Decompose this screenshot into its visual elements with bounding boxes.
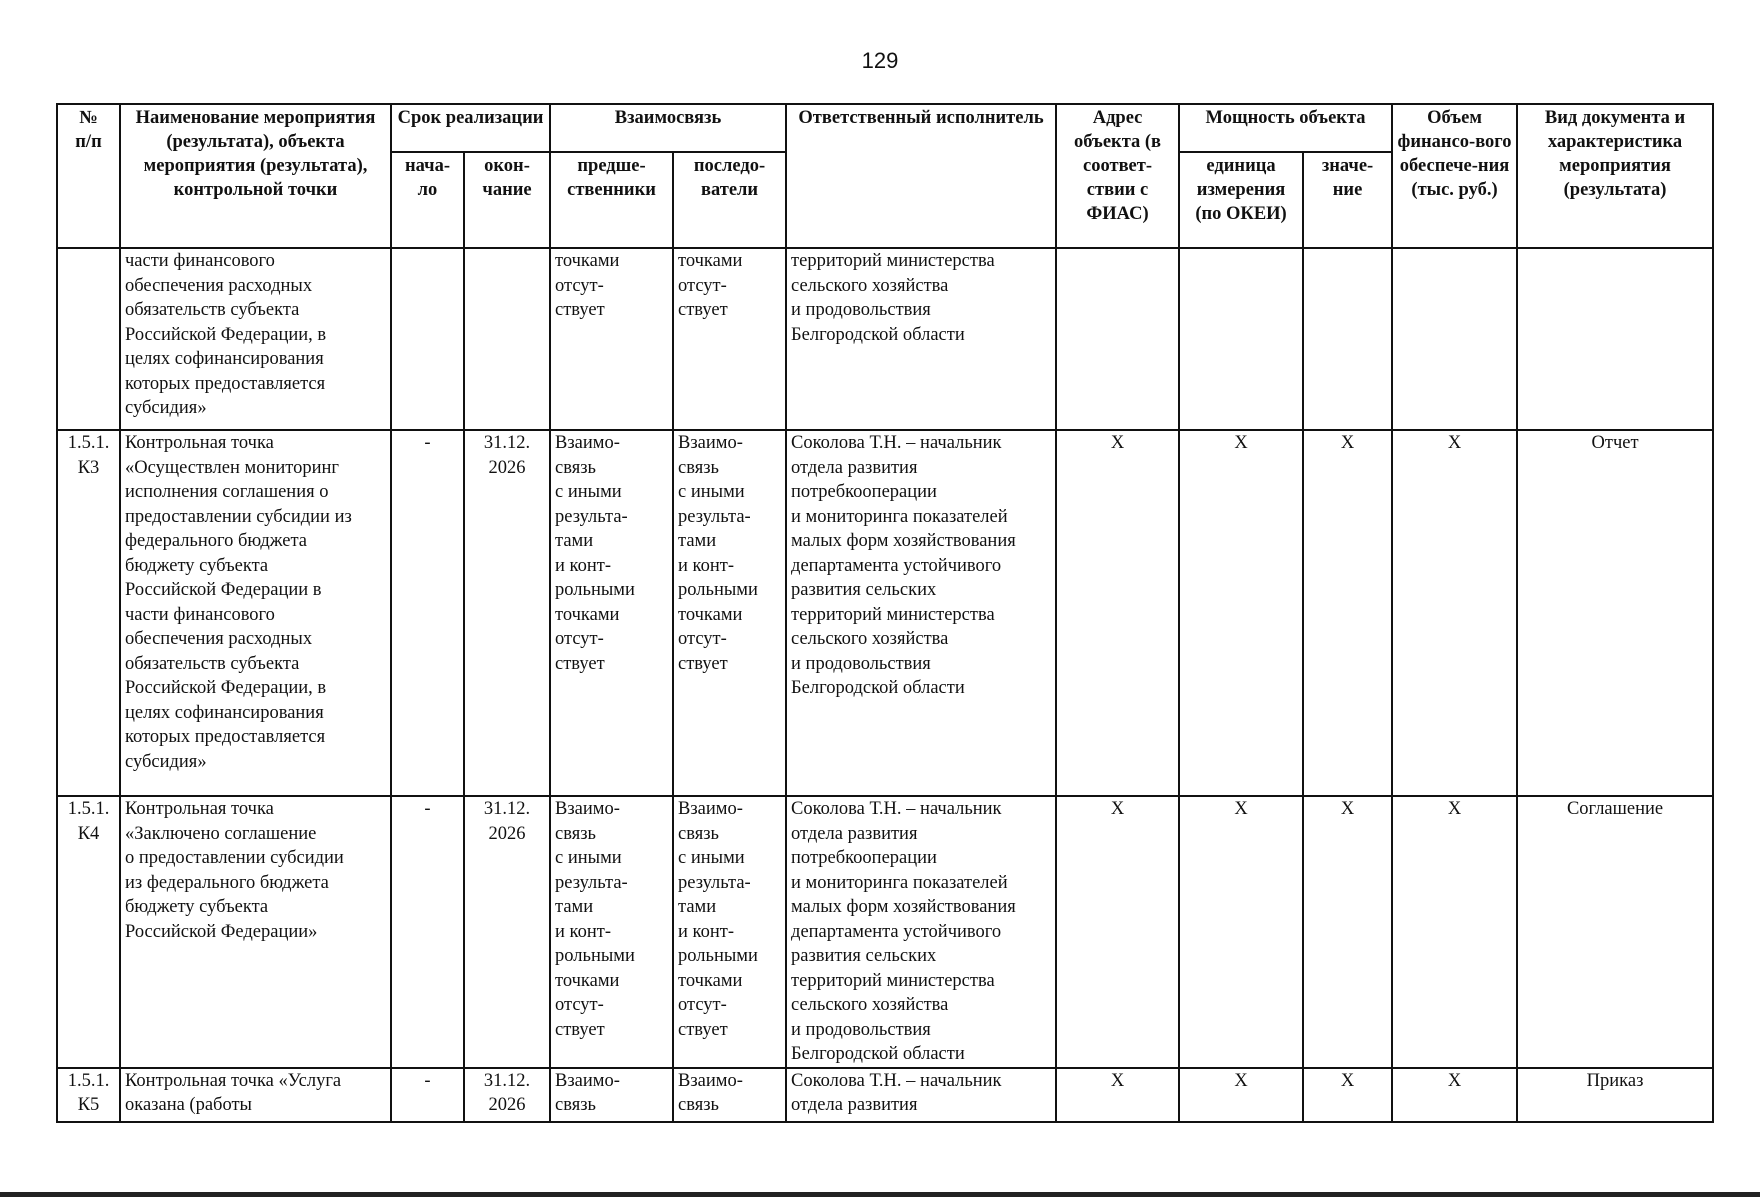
start-date xyxy=(391,248,464,430)
object-address: X xyxy=(1056,1068,1179,1122)
header-term: Срок реализации xyxy=(391,104,550,152)
predecessors: Взаимо- связь xyxy=(550,1068,673,1122)
finance-volume xyxy=(1392,248,1517,430)
capacity-unit: X xyxy=(1179,796,1303,1068)
activities-table xyxy=(56,103,1714,1123)
table-row xyxy=(57,430,1713,796)
object-address xyxy=(1056,248,1179,430)
header-term-end: окон- чание xyxy=(464,152,550,248)
bottom-rule xyxy=(0,1192,1760,1197)
activity-name: Контрольная точка «Услуга оказана (работы xyxy=(120,1068,391,1122)
predecessors: точками отсут- ствует xyxy=(550,248,673,430)
end-date xyxy=(464,248,550,430)
document-type xyxy=(1517,248,1713,430)
activity-name: Контрольная точка «Осуществлен мониторинг исполнения соглашения о предоставлении субсидии из федерального бюджета бюджету субъекта Российской Федерации в части финансового обеспечения расходных обязательств субъекта Российской Федерации, в целях софинансирования которых предоставляется субсидия» xyxy=(120,430,391,796)
header-capacity-value: значе- ние xyxy=(1303,152,1392,248)
header-name: Наименование мероприятия (результата), объекта мероприятия (результата), контрольной точки xyxy=(120,104,391,248)
start-date: - xyxy=(391,796,464,1068)
responsible-person: Соколова Т.Н. – начальник отдела развития потребкооперации и мониторинга показателей малых форм хозяйствования департамента устойчивого развития сельских территорий министерства сельского хозяйства и продовольствия Белгородской области xyxy=(786,430,1056,796)
finance-volume: X xyxy=(1392,1068,1517,1122)
capacity-value xyxy=(1303,248,1392,430)
row-number: 1.5.1. К3 xyxy=(57,430,120,796)
header-num: № п/п xyxy=(57,104,120,248)
header-link-next: последо- ватели xyxy=(673,152,786,248)
successors: Взаимо- связь с иными результа- тами и конт- рольными точками отсут- ствует xyxy=(673,430,786,796)
table-row xyxy=(57,796,1713,1068)
activity-name: Контрольная точка «Заключено соглашение о предоставлении субсидии из федерального бюджета бюджету субъекта Российской Федерации» xyxy=(120,796,391,1068)
row-number xyxy=(57,248,120,430)
header-term-start: нача- ло xyxy=(391,152,464,248)
end-date: 31.12. 2026 xyxy=(464,796,550,1068)
capacity-value: X xyxy=(1303,430,1392,796)
header-address: Адрес объекта (в соответ-ствии с ФИАС) xyxy=(1056,104,1179,248)
capacity-unit xyxy=(1179,248,1303,430)
row-number: 1.5.1. К5 xyxy=(57,1068,120,1122)
page-number: 129 xyxy=(861,48,899,73)
header-finance: Объем финансо-вого обеспече-ния (тыс. руб.) xyxy=(1392,104,1517,248)
header-responsible: Ответственный исполнитель xyxy=(786,104,1056,248)
successors: Взаимо- связь с иными результа- тами и конт- рольными точками отсут- ствует xyxy=(673,796,786,1068)
end-date: 31.12. 2026 xyxy=(464,1068,550,1122)
header-doc-type: Вид документа и характеристика мероприятия (результата) xyxy=(1517,104,1713,248)
header-capacity: Мощность объекта xyxy=(1179,104,1392,152)
start-date: - xyxy=(391,430,464,796)
capacity-unit: X xyxy=(1179,430,1303,796)
capacity-unit: X xyxy=(1179,1068,1303,1122)
capacity-value: X xyxy=(1303,796,1392,1068)
header-link: Взаимосвязь xyxy=(550,104,786,152)
table-row xyxy=(57,248,1713,430)
responsible-person: Соколова Т.Н. – начальник отдела развития xyxy=(786,1068,1056,1122)
predecessors: Взаимо- связь с иными результа- тами и конт- рольными точками отсут- ствует xyxy=(550,796,673,1068)
end-date: 31.12. 2026 xyxy=(464,430,550,796)
finance-volume: X xyxy=(1392,796,1517,1068)
start-date: - xyxy=(391,1068,464,1122)
header-capacity-unit: единица измерения (по ОКЕИ) xyxy=(1179,152,1303,248)
activity-name: части финансового обеспечения расходных обязательств субъекта Российской Федерации, в целях софинансирования которых предоставляется субсидия» xyxy=(120,248,391,430)
document-type: Приказ xyxy=(1517,1068,1713,1122)
row-number: 1.5.1. К4 xyxy=(57,796,120,1068)
table-row xyxy=(57,1068,1713,1122)
header-link-pred: предше- ственники xyxy=(550,152,673,248)
responsible-person: Соколова Т.Н. – начальник отдела развития потребкооперации и мониторинга показателей малых форм хозяйствования департамента устойчивого развития сельских территорий министерства сельского хозяйства и продовольствия Белгородской области xyxy=(786,796,1056,1068)
object-address: X xyxy=(1056,796,1179,1068)
successors: Взаимо- связь xyxy=(673,1068,786,1122)
predecessors: Взаимо- связь с иными результа- тами и конт- рольными точками отсут- ствует xyxy=(550,430,673,796)
document-type: Соглашение xyxy=(1517,796,1713,1068)
finance-volume: X xyxy=(1392,430,1517,796)
object-address: X xyxy=(1056,430,1179,796)
responsible-person: территорий министерства сельского хозяйства и продовольствия Белгородской области xyxy=(786,248,1056,430)
successors: точками отсут- ствует xyxy=(673,248,786,430)
document-type: Отчет xyxy=(1517,430,1713,796)
capacity-value: X xyxy=(1303,1068,1392,1122)
